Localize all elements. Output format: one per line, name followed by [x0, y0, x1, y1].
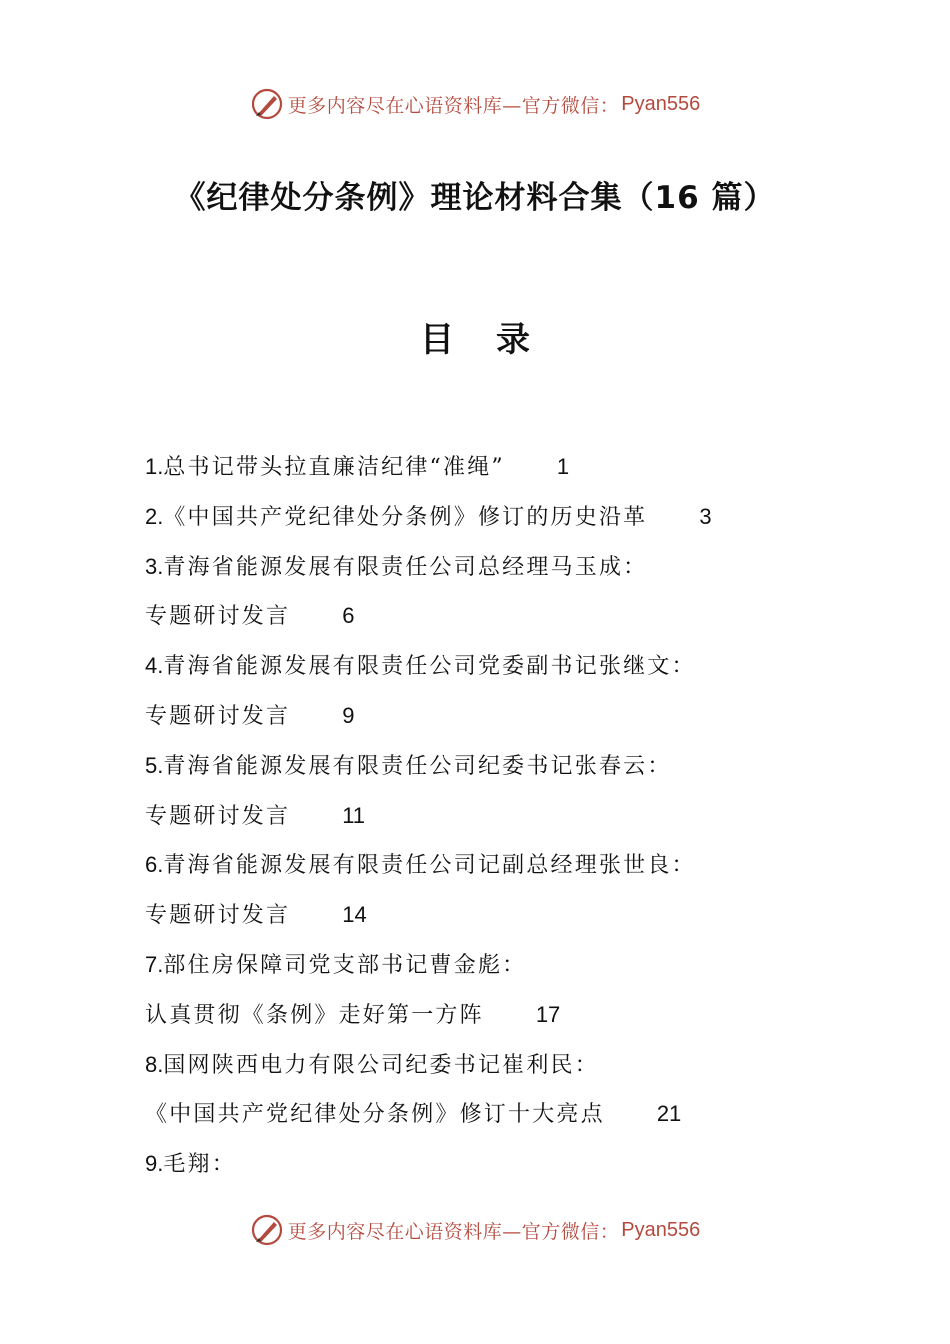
document-title: 《纪律处分条例》理论材料合集（16 篇）: [174, 180, 776, 216]
toc-heading: [0, 312, 950, 361]
toc-item-page: 9: [342, 702, 355, 728]
toc-item-title: 专题研讨发言: [145, 703, 291, 729]
toc-item-continuation[interactable]: [145, 796, 845, 846]
toc-item-page: 17: [535, 1001, 561, 1027]
toc-item-number: 5.: [145, 752, 164, 778]
toc-heading-right: 录: [496, 320, 530, 360]
toc-item[interactable]: [145, 1144, 845, 1194]
watermark-text: 更多内容尽在心语资料库—官方微信：: [287, 1220, 620, 1243]
toc-item-number: 4.: [145, 653, 164, 679]
toc-item[interactable]: [145, 945, 845, 995]
toc-item[interactable]: [145, 1045, 845, 1095]
toc-item-page: 1: [556, 454, 570, 479]
toc-item-title: 《中国共产党纪律处分条例》修订的历史沿革: [163, 504, 648, 530]
toc-item-continuation[interactable]: [145, 1094, 845, 1144]
toc-item[interactable]: [145, 746, 845, 796]
toc-item-title: 专题研讨发言: [145, 903, 291, 929]
toc-item-page: 14: [342, 902, 367, 928]
toc-item-title: 国网陕西电力有限公司纪委书记崔利民：: [163, 1052, 599, 1078]
toc-item[interactable]: [145, 547, 845, 597]
watermark-header: [0, 84, 950, 124]
toc-item-title: 青海省能源发展有限责任公司党委副书记张继文：: [163, 654, 696, 680]
watermark-wechat-id: Pyan556: [621, 92, 701, 115]
toc-item-title: 青海省能源发展有限责任公司记副总经理张世良：: [163, 853, 696, 879]
toc-item-page: 11: [342, 802, 366, 828]
toc-item-number: 1.: [145, 454, 164, 479]
watermark-wechat-id: Pyan556: [621, 1218, 701, 1241]
watermark-footer: [0, 1210, 950, 1250]
toc-item-title: 专题研讨发言: [145, 604, 291, 630]
toc-item-page: 21: [656, 1101, 682, 1127]
toc-item-number: 2.: [145, 503, 164, 529]
table-of-contents: [145, 447, 845, 1194]
toc-item[interactable]: [145, 497, 845, 547]
toc-item-title: 毛翔：: [163, 1152, 236, 1178]
toc-item-page: 6: [342, 603, 355, 629]
toc-item-title: 青海省能源发展有限责任公司纪委书记张春云：: [163, 753, 672, 779]
toc-item-continuation[interactable]: [145, 696, 845, 746]
toc-item-number: 9.: [145, 1151, 164, 1177]
toc-item-title: 青海省能源发展有限责任公司总经理马玉成：: [163, 554, 648, 580]
toc-heading-left: 目: [420, 320, 454, 360]
pen-logo-icon: [250, 1213, 284, 1247]
toc-item-continuation[interactable]: [145, 995, 845, 1045]
toc-item-number: 8.: [145, 1051, 164, 1077]
toc-item-title: 部住房保障司党支部书记曹金彪：: [163, 952, 527, 978]
toc-item[interactable]: [145, 646, 845, 696]
toc-item[interactable]: [145, 845, 845, 895]
toc-item-title: 《中国共产党纪律处分条例》修订十大亮点: [145, 1102, 605, 1128]
toc-item-continuation[interactable]: [145, 895, 845, 945]
toc-item-number: 3.: [145, 553, 164, 579]
toc-item[interactable]: [145, 447, 845, 497]
toc-item-number: 7.: [145, 951, 164, 977]
watermark-text: 更多内容尽在心语资料库—官方微信：: [287, 94, 620, 117]
toc-item-page: 3: [699, 503, 712, 529]
toc-item-title: 专题研讨发言: [145, 803, 291, 829]
toc-item-title: 总书记带头拉直廉洁纪律“准绳”: [163, 455, 505, 480]
pen-logo-icon: [250, 87, 284, 121]
toc-item-number: 6.: [145, 852, 164, 878]
toc-item-title: 认真贯彻《条例》走好第一方阵: [145, 1002, 484, 1028]
toc-item-continuation[interactable]: [145, 596, 845, 646]
